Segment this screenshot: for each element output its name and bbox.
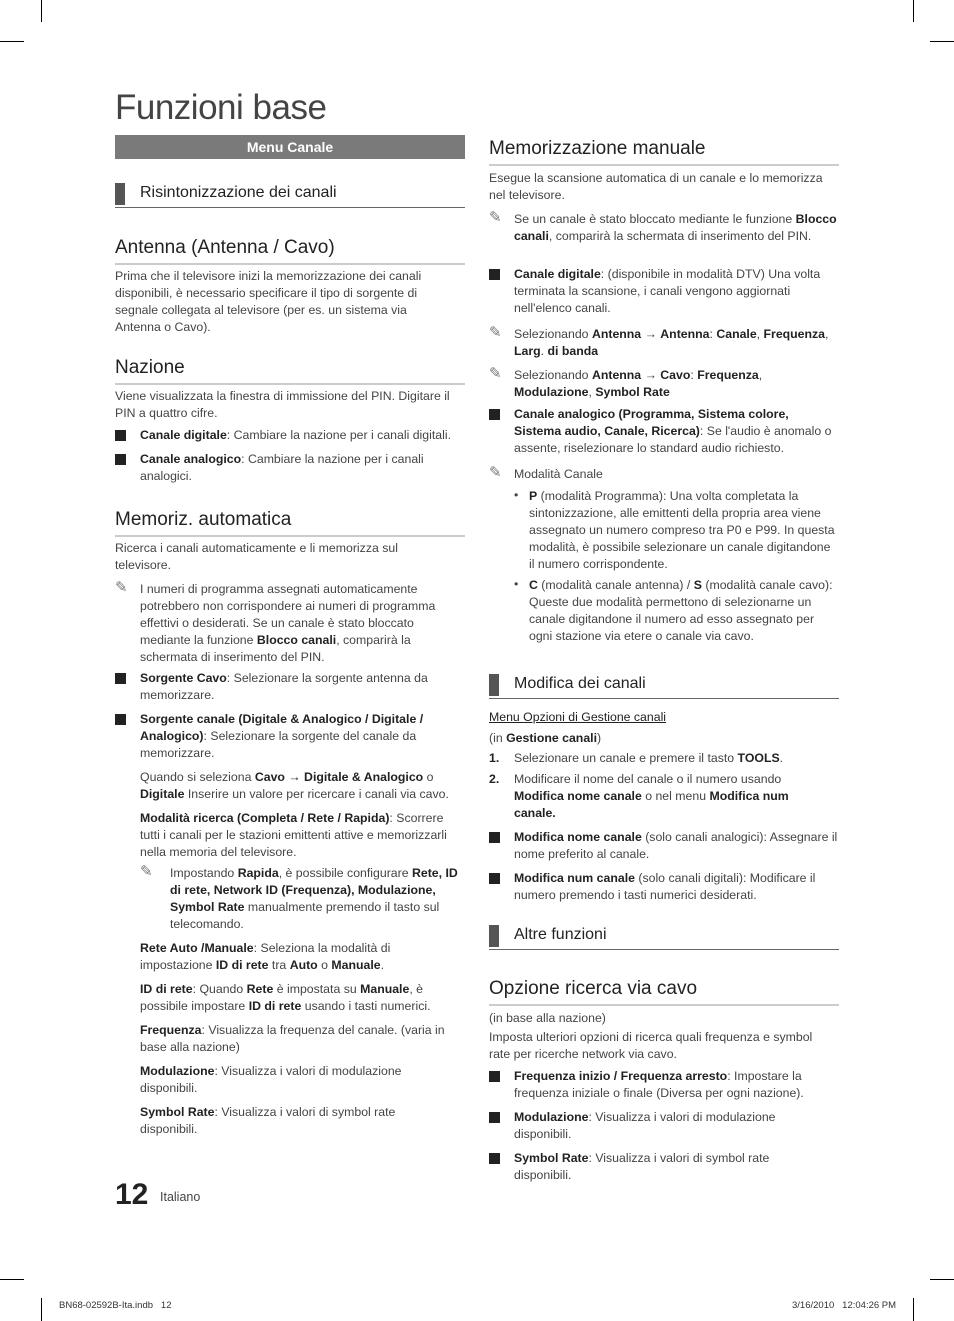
pencil-note-icon: ✎ <box>489 464 502 481</box>
memoriz-bullet-1: Sorgente Cavo: Selezionare la sorgente antenna da memorizzare. <box>140 671 428 702</box>
crop-mark <box>913 1298 914 1321</box>
memoriz-modulazione-text: Modulazione: Visualizza i valori di modulazione disponibili. <box>140 1064 402 1095</box>
square-bullet-icon <box>115 430 126 441</box>
menu-bar: Menu Canale <box>115 135 465 159</box>
crop-mark <box>0 41 24 42</box>
pencil-note-icon: ✎ <box>489 365 502 382</box>
nazione-text: Viene visualizzata la finestra di immissione del PIN. Digitare il PIN a quattro cifre. <box>115 389 450 420</box>
opzione-bullet-2: Modulazione: Visualizza i valori di modulazione disponibili. <box>514 1110 776 1141</box>
modifica-step-2: Modificare il nome del canale o il numero usando Modifica nome canale o nel menu Modifica num canale. <box>514 772 789 820</box>
subsection-risintonizzazione <box>115 183 465 208</box>
heading-opzione-ricerca: Opzione ricerca via cavo <box>489 978 839 1006</box>
crop-mark <box>913 0 914 22</box>
subsection-label: Risintonizzazione dei canali <box>140 184 337 201</box>
modifica-in-text: (in Gestione canali) <box>489 731 602 745</box>
opzione-bullet-3: Symbol Rate: Visualizza i valori di symbol rate disponibili. <box>514 1151 770 1182</box>
memoriz-text: Ricerca i canali automaticamente e li memorizza sul televisore. <box>115 541 398 572</box>
heading-nazione: Nazione <box>115 357 465 385</box>
pencil-note-icon: ✎ <box>489 209 502 226</box>
section-bar-icon <box>115 183 125 205</box>
heading-memorizzazione-manuale: Memorizzazione manuale <box>489 138 839 166</box>
manuale-note-2: Selezionando Antenna → Antenna: Canale, Frequenza, Larg. di banda <box>514 327 829 358</box>
crop-mark <box>930 1279 954 1280</box>
memoriz-modalita-text: Modalità ricerca (Completa / Rete / Rapida): Scorrere tutti i canali per le stazioni emittenti attive e memorizzarli nella memoria del televisore. <box>140 811 447 859</box>
crop-mark <box>41 1298 42 1321</box>
square-bullet-icon <box>489 1153 500 1164</box>
square-bullet-icon <box>489 269 500 280</box>
manuale-text: Esegue la scansione automatica di un canale e lo memorizza nel televisore. <box>489 171 823 202</box>
memoriz-bullet-2: Sorgente canale (Digitale & Analogico / Digitale / Analogico): Selezionare la sorgente del canale da memorizzare. <box>140 712 424 760</box>
page-number: 12 <box>115 1178 149 1211</box>
modifica-step-1: Selezionare un canale e premere il tasto TOOLS. <box>514 751 784 765</box>
square-bullet-icon <box>489 1071 500 1082</box>
manuale-dot-1: P (modalità Programma): Una volta completata la sintonizzazione, alle emittenti della propria area viene assegnato un numero compreso tra P0 e P99. In questa modalità, è possibile selezionare un canale digitandone il numero corrispondente. <box>529 489 835 571</box>
language-label: Italiano <box>160 1190 201 1204</box>
manuale-bullet-1: Canale digitale: (disponibile in modalità DTV) Una volta terminata la scansione, i canali vengono aggiornati nell'elenco canali. <box>514 267 821 315</box>
crop-mark <box>0 1279 24 1280</box>
pencil-note-icon: ✎ <box>140 863 153 880</box>
section-bar-icon <box>489 925 499 947</box>
dot-bullet-icon: • <box>514 488 519 502</box>
section-bar-icon <box>489 674 499 696</box>
pencil-note-icon: ✎ <box>115 579 128 596</box>
heading-antenna: Antenna (Antenna / Cavo) <box>115 237 465 265</box>
subsection-modifica <box>489 674 839 699</box>
opzione-bullet-1: Frequenza inizio / Frequenza arresto: Impostare la frequenza iniziale o finale (Diversa per ogni nazione). <box>514 1069 804 1100</box>
modifica-bullet-2: Modifica num canale (solo canali digitali): Modificare il numero premendo i tasti numerici desiderati. <box>514 871 816 902</box>
square-bullet-icon <box>115 673 126 684</box>
memoriz-id-text: ID di rete: Quando Rete è impostata su Manuale, è possibile impostare ID di rete usando i tasti numerici. <box>140 982 431 1013</box>
footer-timestamp: 3/16/2010 12:04:26 PM <box>792 1300 897 1311</box>
crop-mark <box>930 41 954 42</box>
memoriz-rete-text: Rete Auto /Manuale: Seleziona la modalità di impostazione ID di rete tra Auto o Manuale. <box>140 941 391 972</box>
manuale-note-3: Selezionando Antenna → Cavo: Frequenza, Modulazione, Symbol Rate <box>514 368 763 399</box>
nazione-bullet-1: Canale digitale: Cambiare la nazione per i canali digitali. <box>140 428 451 442</box>
memoriz-note-2: Impostando Rapida, è possibile configurare Rete, ID di rete, Network ID (Frequenza), Modulazione, Symbol Rate manualmente premendo il tasto sul telecomando. <box>170 866 458 931</box>
square-bullet-icon <box>489 873 500 884</box>
square-bullet-icon <box>489 1112 500 1123</box>
manuale-dot-2: C (modalità canale antenna) / S (modalità canale cavo): Queste due modalità permettono di selezionarne un canale digitandone il numero ad esso assegnato per ogni stazione via etere o canale via cavo. <box>529 578 833 643</box>
heading-memoriz-automatica: Memoriz. automatica <box>115 509 465 537</box>
memoriz-symbol-text: Symbol Rate: Visualizza i valori di symbol rate disponibili. <box>140 1105 396 1136</box>
menu-path-link: Menu Opzioni di Gestione canali <box>489 710 667 724</box>
memoriz-cavo-text: Quando si seleziona Cavo → Digitale & Analogico o Digitale Inserire un valore per ricercare i canali via cavo. <box>140 770 449 801</box>
square-bullet-icon <box>489 832 500 843</box>
memoriz-frequenza-text: Frequenza: Visualizza la frequenza del canale. (varia in base alla nazione) <box>140 1023 445 1054</box>
manuale-bullet-2: Canale analogico (Programma, Sistema colore, Sistema audio, Canale, Ricerca): Se l'audio è anomalo o assente, riselezionare lo standard audio richiesto. <box>514 407 832 455</box>
subsection-label: Altre funzioni <box>514 926 607 943</box>
step-number: 2. <box>489 772 500 786</box>
subsection-altre-funzioni <box>489 925 839 950</box>
manuale-note-4: Modalità Canale <box>514 467 603 481</box>
opzione-text: Imposta ulteriori opzioni di ricerca quali frequenza e symbol rate per ricerche network via cavo. <box>489 1030 813 1061</box>
nazione-bullet-2: Canale analogico: Cambiare la nazione per i canali analogici. <box>140 452 424 483</box>
square-bullet-icon <box>115 454 126 465</box>
page-title: Funzioni base <box>115 88 327 127</box>
footer-file-info: BN68-02592B-Ita.indb 12 <box>59 1300 172 1311</box>
manuale-note-1: Se un canale è stato bloccato mediante le funzione Blocco canali, comparirà la schermata di inserimento del PIN. <box>514 212 837 243</box>
square-bullet-icon <box>489 409 500 420</box>
subsection-label: Modifica dei canali <box>514 675 646 692</box>
crop-mark <box>41 0 42 22</box>
dot-bullet-icon: • <box>514 577 519 591</box>
pencil-note-icon: ✎ <box>489 324 502 341</box>
antenna-text: Prima che il televisore inizi la memorizzazione dei canali disponibili, è necessario specificare il tipo di sorgente di segnale collegata al televisore (per es. un sistema via Antenna o Cavo). <box>115 269 422 334</box>
square-bullet-icon <box>115 714 126 725</box>
opzione-in-base: (in base alla nazione) <box>489 1011 606 1025</box>
step-number: 1. <box>489 751 500 765</box>
memoriz-note-1: I numeri di programma assegnati automaticamente potrebbero non corrispondere ai numeri di programma effettivi o desiderati. Se un canale è stato bloccato mediante la funzione Blocco canali, comparirà la schermata di inserimento del PIN. <box>140 582 436 664</box>
modifica-bullet-1: Modifica nome canale (solo canali analogici): Assegnare il nome preferito al canale. <box>514 830 838 861</box>
